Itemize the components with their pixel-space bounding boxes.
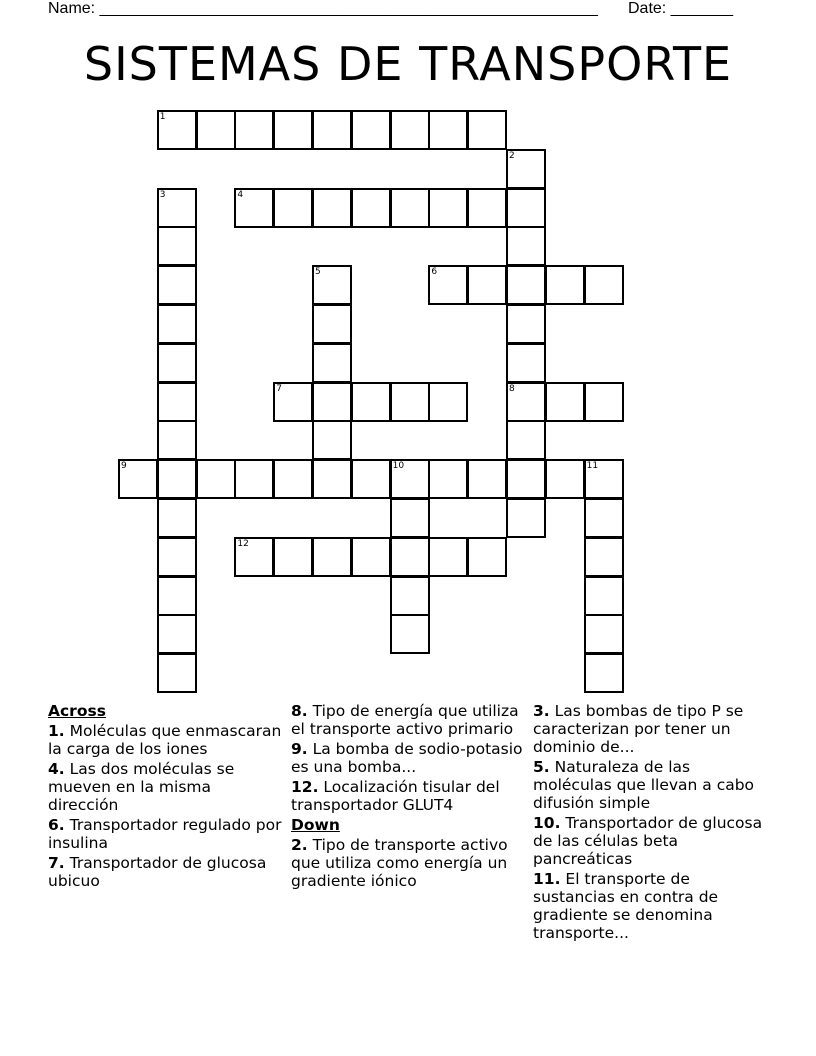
grid-cell[interactable] xyxy=(506,343,546,383)
grid-cell[interactable] xyxy=(584,537,624,577)
grid-cell[interactable] xyxy=(545,382,585,422)
grid-cell[interactable] xyxy=(312,382,352,422)
clue-number: 3 xyxy=(159,189,166,200)
grid-cell[interactable] xyxy=(467,110,507,150)
clue-down-2: 2. Tipo de transporte activo que utiliza como energía un gradiente iónico xyxy=(291,836,508,890)
clue-number: 2 xyxy=(509,150,515,161)
grid-cell[interactable] xyxy=(506,226,546,266)
grid-cell[interactable] xyxy=(273,188,313,228)
grid-cell[interactable] xyxy=(157,304,197,344)
grid-cell[interactable] xyxy=(234,188,274,228)
clue-number: 5 xyxy=(315,267,321,278)
grid-cell[interactable] xyxy=(157,653,197,693)
grid-cell[interactable] xyxy=(157,537,197,577)
grid-cell[interactable] xyxy=(584,498,624,538)
clue-number: 8 xyxy=(509,383,515,394)
grid-cell[interactable] xyxy=(351,382,391,422)
grid-cell[interactable] xyxy=(157,226,197,266)
grid-cell[interactable] xyxy=(196,459,236,499)
grid-cell[interactable] xyxy=(390,110,430,150)
grid-cell[interactable] xyxy=(506,188,546,228)
grid-cell[interactable] xyxy=(584,614,624,654)
grid-cell[interactable] xyxy=(234,459,274,499)
clue-number: 6 xyxy=(431,267,438,278)
grid-cell[interactable] xyxy=(390,576,430,616)
grid-cell[interactable] xyxy=(584,459,624,499)
grid-cell[interactable] xyxy=(351,459,391,499)
across-heading: Across xyxy=(48,702,106,720)
clues-column-1 xyxy=(48,702,284,892)
grid-cell[interactable] xyxy=(428,459,468,499)
clue-across-4: 4. Las dos moléculas se mueven en la misma dirección xyxy=(48,760,235,814)
clue-across-9: 9. La bomba de sodio-potasio es una bomba... xyxy=(291,740,523,776)
clue-number: 12 xyxy=(237,538,249,549)
grid-cell[interactable] xyxy=(351,110,391,150)
grid-cell[interactable] xyxy=(428,265,468,305)
grid-cell[interactable] xyxy=(390,382,430,422)
grid-cell[interactable] xyxy=(157,265,197,305)
clues-column-2 xyxy=(291,702,527,892)
grid-cell[interactable] xyxy=(273,537,313,577)
grid-cell[interactable] xyxy=(351,188,391,228)
clue-number: 9 xyxy=(121,461,127,472)
grid-cell[interactable] xyxy=(157,420,197,460)
clue-number: 10 xyxy=(392,461,405,472)
grid-cell[interactable] xyxy=(312,188,352,228)
clue-across-6: 6. Transportador regulado por insulina xyxy=(48,816,282,852)
grid-cell[interactable] xyxy=(118,459,158,499)
grid-cell[interactable] xyxy=(234,537,274,577)
grid-cell[interactable] xyxy=(390,188,430,228)
clue-number: 1 xyxy=(159,112,166,122)
grid-cell[interactable] xyxy=(506,149,546,189)
grid-cell[interactable] xyxy=(312,304,352,344)
grid-cell[interactable] xyxy=(428,110,468,150)
grid-cell[interactable] xyxy=(506,265,546,305)
grid-cell[interactable] xyxy=(157,343,197,383)
grid-cell[interactable] xyxy=(273,459,313,499)
grid-cell[interactable] xyxy=(312,537,352,577)
grid-cell[interactable] xyxy=(196,110,236,150)
grid-cell[interactable] xyxy=(312,265,352,305)
grid-cell[interactable] xyxy=(157,614,197,654)
page-title: SISTEMAS DE TRANSPORTE xyxy=(83,37,733,91)
clues-column-3 xyxy=(533,702,769,944)
grid-cell[interactable] xyxy=(157,188,197,228)
grid-cell[interactable] xyxy=(157,576,197,616)
grid-cell[interactable] xyxy=(390,614,430,654)
grid-cell[interactable] xyxy=(390,537,430,577)
grid-cell[interactable] xyxy=(584,265,624,305)
grid-cell[interactable] xyxy=(312,459,352,499)
grid-cell[interactable] xyxy=(467,265,507,305)
grid-cell[interactable] xyxy=(428,382,468,422)
grid-cell[interactable] xyxy=(312,420,352,460)
clue-down-3: 3. Las bombas de tipo P se caracterizan por tener un dominio de... xyxy=(533,702,744,756)
grid-cell[interactable] xyxy=(584,653,624,693)
grid-cell[interactable] xyxy=(157,459,197,499)
grid-cell[interactable] xyxy=(157,382,197,422)
grid-cell[interactable] xyxy=(428,188,468,228)
grid-cell[interactable] xyxy=(273,110,313,150)
grid-cell[interactable] xyxy=(584,382,624,422)
grid-cell[interactable] xyxy=(467,459,507,499)
grid-cell[interactable] xyxy=(390,498,430,538)
grid-cell[interactable] xyxy=(312,343,352,383)
grid-cell[interactable] xyxy=(584,576,624,616)
grid-cell[interactable] xyxy=(157,498,197,538)
clue-down-11: 11. El transporte de sustancias en contra de gradiente se denomina transporte... xyxy=(533,870,719,942)
grid-cell[interactable] xyxy=(506,498,546,538)
grid-cell[interactable] xyxy=(390,459,430,499)
clue-across-1: 1. Moléculas que enmascaran la carga de los iones xyxy=(48,722,282,758)
grid-cell[interactable] xyxy=(506,382,546,422)
grid-cell[interactable] xyxy=(506,420,546,460)
clue-number: 11 xyxy=(586,461,599,472)
clue-down-5: 5. Naturaleza de las moléculas que llevan a cabo difusión simple xyxy=(533,758,755,812)
clue-down-10: 10. Transportador de glucosa de las células beta pancreáticas xyxy=(533,814,763,868)
clue-across-7: 7. Transportador de glucosa ubicuo xyxy=(48,854,267,890)
clue-across-12: 12. Localización tisular del transportador GLUT4 xyxy=(291,778,500,814)
grid-cell[interactable] xyxy=(467,188,507,228)
grid-cell[interactable] xyxy=(273,382,313,422)
grid-cell[interactable] xyxy=(428,537,468,577)
grid-cell[interactable] xyxy=(506,304,546,344)
grid-cell[interactable] xyxy=(467,537,507,577)
date-field-line[interactable]: Date: _______ xyxy=(628,0,733,17)
grid-cell[interactable] xyxy=(312,110,352,150)
grid-cell[interactable] xyxy=(545,459,585,499)
clue-number: 7 xyxy=(276,383,282,394)
name-field-line[interactable]: Name: ________________________________________________________ xyxy=(48,0,598,17)
grid-cell[interactable] xyxy=(234,110,274,150)
grid-cell[interactable] xyxy=(545,265,585,305)
grid-cell[interactable] xyxy=(351,537,391,577)
clue-number: 4 xyxy=(237,189,244,200)
grid-cell[interactable] xyxy=(506,459,546,499)
down-heading: Down xyxy=(291,816,340,834)
grid-cell[interactable] xyxy=(157,110,197,150)
clue-across-8: 8. Tipo de energía que utiliza el transporte activo primario xyxy=(291,702,519,738)
